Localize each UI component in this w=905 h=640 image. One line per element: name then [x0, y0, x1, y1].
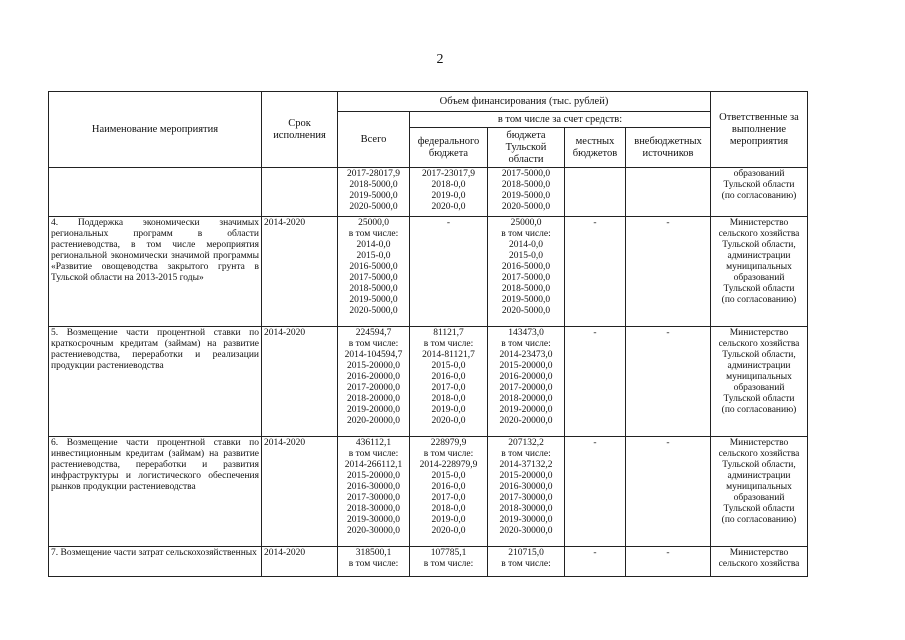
local-cell: - [565, 547, 626, 577]
responsible-line: муниципальных [726, 372, 792, 382]
total-value: 2017-5000,0 [349, 273, 398, 283]
local-cell [565, 168, 626, 217]
total-value: в том числе: [348, 449, 399, 459]
term-cell: 2014-2020 [262, 327, 338, 437]
regional-value: в том числе: [501, 559, 551, 569]
responsible-line: Тульской области [723, 284, 795, 294]
responsible-line: образований [733, 383, 785, 393]
header-responsible: Ответственные за выполнение мероприятия [711, 92, 808, 168]
federal-value: 2015-0,0 [431, 471, 466, 481]
total-cell [338, 327, 410, 437]
total-value: 2020-20000,0 [346, 416, 401, 426]
total-value: 2019-5000,0 [349, 191, 398, 201]
local-cell: - [565, 217, 626, 327]
total-value: 2017-28017,9 [346, 169, 401, 179]
responsible-line: Министерство [729, 438, 789, 448]
term-cell [262, 168, 338, 217]
federal-value: 228979,9 [430, 438, 467, 448]
financing-table [48, 91, 808, 577]
federal-value: 2018-0,0 [431, 504, 466, 514]
total-value: в том числе: [348, 229, 399, 239]
regional-cell [488, 217, 565, 327]
regional-value: 25000,0 [510, 218, 542, 228]
total-cell [338, 437, 410, 547]
federal-cell [410, 168, 488, 217]
header-regional: бюджета Тульской области [488, 128, 565, 168]
responsible-cell [711, 217, 808, 327]
federal-cell [410, 437, 488, 547]
regional-value: 2014-23473,0 [499, 350, 553, 360]
total-value: 2016-30000,0 [346, 482, 401, 492]
total-cell [338, 547, 410, 577]
total-value: 436112,1 [355, 438, 392, 448]
responsible-line: Министерство [729, 218, 789, 228]
total-value: 2018-20000,0 [346, 394, 401, 404]
responsible-line: Тульской области [723, 180, 795, 190]
total-value: 2020-5000,0 [349, 306, 398, 316]
total-value: 2017-20000,0 [346, 383, 401, 393]
federal-value: 107785,1 [430, 548, 467, 558]
regional-value: 2016-5000,0 [501, 262, 551, 272]
regional-value: 2020-5000,0 [501, 306, 551, 316]
page-number: 2 [436, 52, 444, 67]
responsible-line: администрации [727, 361, 791, 371]
federal-value: 2020-0,0 [431, 416, 466, 426]
federal-cell [410, 327, 488, 437]
regional-cell [488, 168, 565, 217]
total-value: 2017-30000,0 [346, 493, 401, 503]
regional-cell [488, 437, 565, 547]
federal-value: 81121,7 [433, 328, 464, 338]
total-value: 2019-20000,0 [346, 405, 401, 415]
local-cell: - [565, 437, 626, 547]
measure-name-cell [49, 168, 262, 217]
total-value: 2014-266112,1 [344, 460, 403, 470]
table-row [49, 547, 808, 577]
responsible-line: Тульской области, [722, 240, 796, 250]
total-cell [338, 168, 410, 217]
term-cell: 2014-2020 [262, 547, 338, 577]
table-row [49, 217, 808, 327]
header-local: местных бюджетов [565, 128, 626, 168]
regional-value: в том числе: [501, 449, 551, 459]
total-value: 2019-5000,0 [349, 295, 398, 305]
measure-name-cell: 7. Возмещение части затрат сельскохозяйственных [49, 547, 262, 577]
term-cell: 2014-2020 [262, 217, 338, 327]
total-value: 2020-5000,0 [349, 202, 398, 212]
federal-value: 2019-0,0 [431, 515, 466, 525]
total-value: в том числе: [348, 339, 399, 349]
responsible-cell [711, 327, 808, 437]
responsible-line: (по согласованию) [721, 191, 797, 201]
regional-value: 2016-20000,0 [499, 372, 553, 382]
responsible-line: Тульской области [723, 394, 795, 404]
regional-value: 2016-30000,0 [499, 482, 553, 492]
federal-value: 2017-0,0 [431, 383, 466, 393]
regional-value: 2019-5000,0 [501, 295, 551, 305]
header-volume: Объем финансирования (тыс. рублей) [338, 92, 711, 112]
responsible-line: сельского хозяйства [718, 449, 800, 459]
regional-value: 2018-5000,0 [501, 180, 551, 190]
regional-value: 2018-30000,0 [499, 504, 553, 514]
responsible-line: муниципальных [726, 482, 792, 492]
responsible-line: администрации [727, 471, 791, 481]
responsible-line: Тульской области, [722, 350, 796, 360]
responsible-line: образований [733, 169, 785, 179]
federal-value: в том числе: [423, 559, 474, 569]
regional-value: 2015-20000,0 [499, 361, 553, 371]
federal-value: в том числе: [423, 339, 474, 349]
total-value: 2015-0,0 [356, 251, 391, 261]
responsible-cell [711, 547, 808, 577]
regional-cell [488, 327, 565, 437]
regional-value: 2020-5000,0 [501, 202, 551, 212]
header-federal: федерального бюджета [410, 128, 488, 168]
extrabudget-cell: - [626, 437, 711, 547]
federal-value: 2015-0,0 [431, 361, 466, 371]
regional-value: 143473,0 [508, 328, 544, 338]
regional-value: 2015-20000,0 [499, 471, 553, 481]
federal-value: 2016-0,0 [431, 372, 466, 382]
federal-value: 2019-0,0 [431, 191, 466, 201]
regional-value: 2014-37132,2 [499, 460, 553, 470]
responsible-line: (по согласованию) [721, 295, 797, 305]
responsible-line: Министерство [729, 328, 789, 338]
responsible-line: образований [733, 493, 785, 503]
regional-value: в том числе: [501, 339, 551, 349]
header-total: Всего [338, 112, 410, 168]
regional-value: 2018-5000,0 [501, 284, 551, 294]
total-value: 2015-20000,0 [346, 361, 401, 371]
total-value: в том числе: [348, 559, 399, 569]
total-value: 2014-104594,7 [344, 350, 403, 360]
responsible-line: сельского хозяйства [718, 229, 800, 239]
regional-value: 210715,0 [508, 548, 544, 558]
responsible-line: (по согласованию) [721, 515, 797, 525]
extrabudget-cell [626, 168, 711, 217]
regional-value: 2017-30000,0 [499, 493, 553, 503]
table-row [49, 168, 808, 217]
extrabudget-cell: - [626, 217, 711, 327]
total-value: 2018-30000,0 [346, 504, 401, 514]
responsible-line: сельского хозяйства [718, 559, 800, 569]
federal-value: - [446, 218, 451, 228]
federal-value: в том числе: [423, 449, 474, 459]
federal-value: 2018-0,0 [431, 180, 466, 190]
regional-value: 2019-20000,0 [499, 405, 553, 415]
regional-value: 2019-30000,0 [499, 515, 553, 525]
responsible-line: Министерство [729, 548, 789, 558]
regional-value: 2017-20000,0 [499, 383, 553, 393]
extrabudget-cell: - [626, 547, 711, 577]
regional-cell [488, 547, 565, 577]
responsible-line: образований [733, 273, 785, 283]
regional-value: 2017-5000,0 [501, 273, 551, 283]
total-value: 25000,0 [358, 218, 389, 228]
federal-cell [410, 547, 488, 577]
federal-value: 2018-0,0 [431, 394, 466, 404]
table-row [49, 327, 808, 437]
federal-value: 2014-81121,7 [422, 350, 475, 360]
total-value: 224594,7 [355, 328, 392, 338]
total-value: 2016-5000,0 [349, 262, 398, 272]
term-cell: 2014-2020 [262, 437, 338, 547]
total-value: 2018-5000,0 [349, 180, 398, 190]
header-including: в том числе за счет средств: [410, 112, 711, 128]
total-value: 2018-5000,0 [349, 284, 398, 294]
responsible-line: (по согласованию) [721, 405, 797, 415]
table-row [49, 437, 808, 547]
federal-value: 2019-0,0 [431, 405, 466, 415]
total-value: 318500,1 [355, 548, 392, 558]
measure-name-cell: 4. Поддержка экономически значимых региональных программ в области растениеводства, в том числе мероприятия региональной экономически значимой программы «Развитие овощеводства закрытого грунта в Тульской области на 2013-2015 годы» [49, 217, 262, 327]
regional-value: 2017-5000,0 [501, 169, 551, 179]
header-extra: внебюджетных источников [626, 128, 711, 168]
regional-value: 2018-20000,0 [499, 394, 553, 404]
federal-value: 2017-23017,9 [421, 169, 476, 179]
responsible-line: Тульской области, [722, 460, 796, 470]
total-value: 2019-30000,0 [346, 515, 401, 525]
total-value: 2014-0,0 [356, 240, 391, 250]
measure-name-cell: 5. Возмещение части процентной ставки по краткосрочным кредитам (займам) на развитие растениеводства, переработки и реализации продукции растениеводства [49, 327, 262, 437]
regional-value: в том числе: [501, 229, 551, 239]
regional-value: 2015-0,0 [508, 251, 544, 261]
total-cell [338, 217, 410, 327]
header-name: Наименование мероприятия [49, 92, 262, 168]
regional-value: 207132,2 [508, 438, 544, 448]
responsible-line: сельского хозяйства [718, 339, 800, 349]
regional-value: 2014-0,0 [508, 240, 544, 250]
federal-value: 2020-0,0 [431, 202, 466, 212]
measure-name-cell: 6. Возмещение части процентной ставки по инвестиционным кредитам (займам) на развитие растениеводства, переработки и развития инфраструктуры и логистического обеспечения рынков продукции растениеводства [49, 437, 262, 547]
header-term: Срок исполнения [262, 92, 338, 168]
regional-value: 2020-20000,0 [499, 416, 553, 426]
regional-value: 2020-30000,0 [499, 526, 553, 536]
responsible-line: администрации [727, 251, 791, 261]
total-value: 2015-20000,0 [346, 471, 401, 481]
federal-cell [410, 217, 488, 327]
total-value: 2016-20000,0 [346, 372, 401, 382]
local-cell: - [565, 327, 626, 437]
responsible-line: муниципальных [726, 262, 792, 272]
federal-value: 2014-228979,9 [419, 460, 478, 470]
total-value: 2020-30000,0 [346, 526, 401, 536]
responsible-cell [711, 168, 808, 217]
regional-value: 2019-5000,0 [501, 191, 551, 201]
responsible-line: Тульской области [723, 504, 795, 514]
federal-value: 2016-0,0 [431, 482, 466, 492]
federal-value: 2020-0,0 [431, 526, 466, 536]
federal-value: 2017-0,0 [431, 493, 466, 503]
responsible-cell [711, 437, 808, 547]
extrabudget-cell: - [626, 327, 711, 437]
